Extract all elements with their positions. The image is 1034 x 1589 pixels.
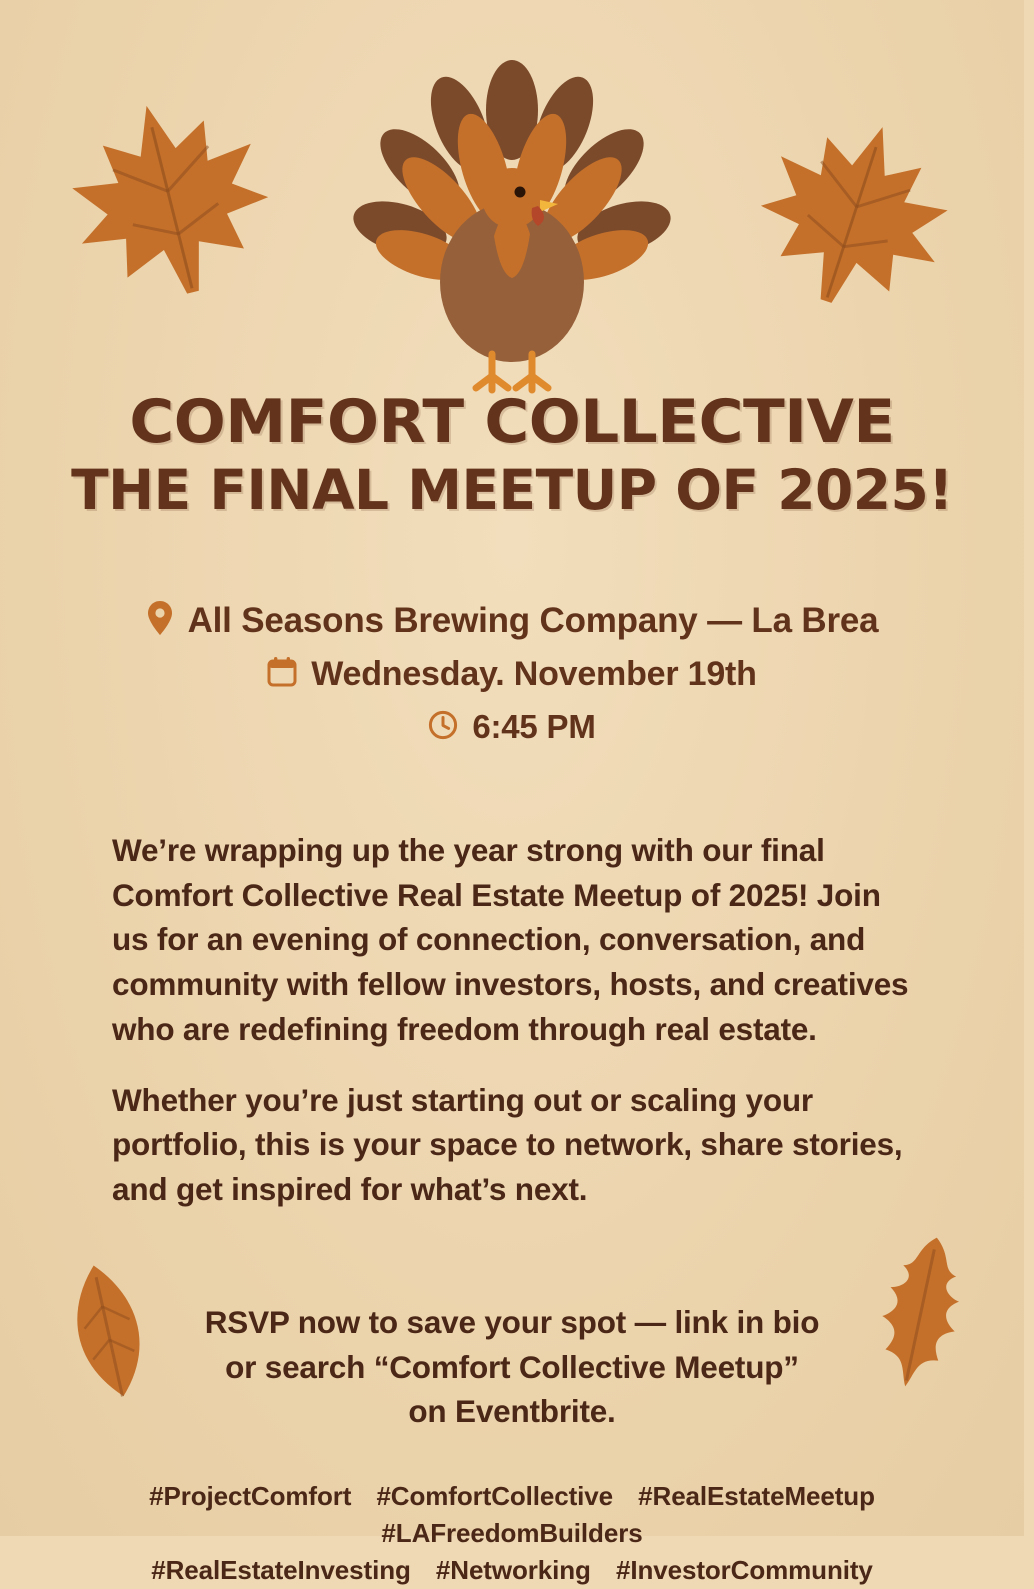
turkey-illustration xyxy=(342,50,682,395)
maple-leaf-icon xyxy=(70,95,270,310)
hashtag: #InvestorCommunity xyxy=(615,1554,873,1585)
title-line-2: THE FINAL MEETUP OF 2025! xyxy=(71,458,953,522)
date-text: Wednesday. November 19th xyxy=(311,655,757,693)
location-pin-icon xyxy=(146,600,174,641)
hashtag: #LAFreedomBuilders xyxy=(381,1517,643,1548)
hashtag: #Networking xyxy=(435,1554,591,1585)
time-text: 6:45 PM xyxy=(472,708,596,745)
hashtag-row-1 xyxy=(0,1478,1024,1552)
venue-text: All Seasons Brewing Company — La Brea xyxy=(187,600,879,640)
calendar-icon xyxy=(267,656,297,693)
maple-leaf-icon xyxy=(754,115,954,320)
decorative-artwork-row xyxy=(0,40,1024,390)
hashtag: #ProjectComfort xyxy=(149,1481,352,1511)
hashtag-block xyxy=(0,1478,1024,1589)
title-line-1: COMFORT COLLECTIVE xyxy=(129,387,895,457)
hashtag: #ComfortCollective xyxy=(376,1481,614,1511)
hashtag: #RealEstateMeetup xyxy=(638,1481,875,1511)
cta-line-3: on Eventbrite. xyxy=(408,1393,616,1430)
page-title xyxy=(0,387,1024,522)
detail-time xyxy=(0,708,1024,746)
detail-venue xyxy=(0,600,1024,641)
body-paragraph-1: We’re wrapping up the year strong with our final Comfort Collective Real Estate Meetup of 2025! Join us for an evening of connection, conversation, and community with fellow investors, hosts, and creatives who are redefining freedom through real estate. xyxy=(112,832,909,1047)
detail-date xyxy=(0,655,1024,694)
rsvp-call-to-action xyxy=(0,1300,1024,1434)
clock-icon xyxy=(428,710,458,745)
hashtag-row-2 xyxy=(0,1552,1024,1589)
cta-line-2: or search “Comfort Collective Meetup” xyxy=(225,1348,799,1385)
body-paragraph-2: Whether you’re just starting out or scaling your portfolio, this is your space to network, share stories, and get inspired for what’s next. xyxy=(112,1081,903,1208)
body-copy xyxy=(112,828,924,1238)
hashtag: #RealEstateInvesting xyxy=(151,1554,411,1585)
event-details xyxy=(0,600,1024,760)
cta-line-1: RSVP now to save your spot — link in bio xyxy=(204,1304,820,1340)
